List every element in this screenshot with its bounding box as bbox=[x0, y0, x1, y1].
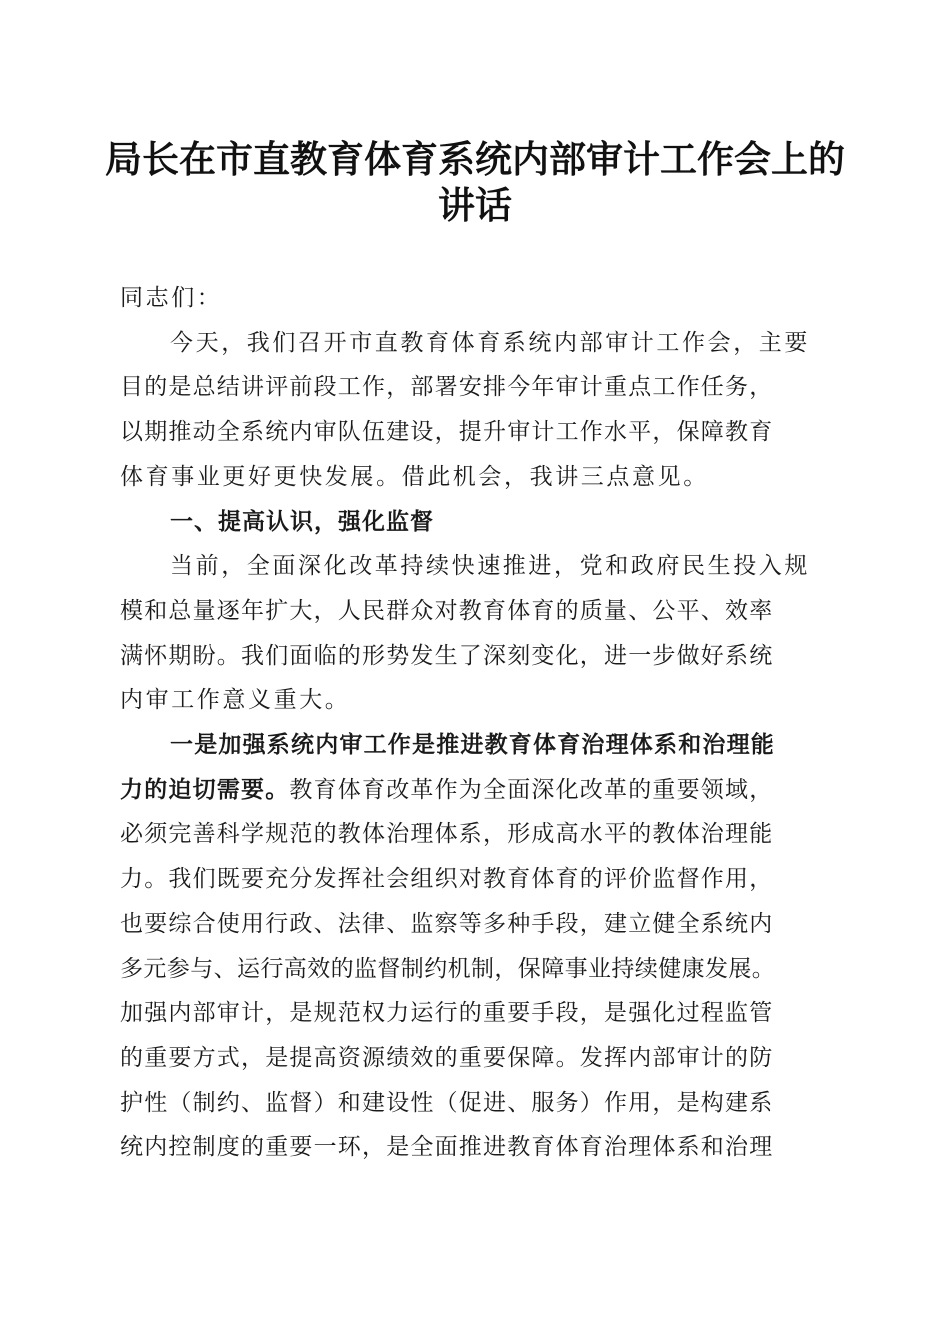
salutation: 同志们： bbox=[120, 285, 223, 311]
point-line: 多元参与、运行高效的监督制约机制，保障事业持续健康发展。 bbox=[120, 955, 776, 982]
point-line-rest: 教育体育改革作为全面深化改革的重要领域， bbox=[289, 776, 774, 803]
intro-line: 目的是总结讲评前段工作，部署安排今年审计重点工作任务， bbox=[120, 374, 774, 401]
point-heading-end: 力的迫切需要。 bbox=[120, 775, 290, 803]
intro-line: 以期推动全系统内审队伍建设，提升审计工作水平，保障教育 bbox=[120, 419, 774, 446]
section-line: 模和总量逐年扩大，人民群众对教育体育的质量、公平、效率 bbox=[120, 597, 774, 624]
point-line: 的重要方式，是提高资源绩效的重要保障。发挥内部审计的防 bbox=[120, 1044, 774, 1071]
point-line: 统内控制度的重要一环，是全面推进教育体育治理体系和治理 bbox=[120, 1134, 774, 1161]
section-line: 内审工作意义重大。 bbox=[120, 687, 351, 714]
point-line: 力。我们既要充分发挥社会组织对教育体育的评价监督作用， bbox=[120, 866, 774, 893]
intro-line: 今天，我们召开市直教育体育系统内部审计工作会，主要 bbox=[170, 329, 810, 356]
point-line: 也要综合使用行政、法律、监察等多种手段，建立健全系统内 bbox=[120, 910, 774, 937]
title-line-2: 讲话 bbox=[438, 183, 512, 227]
title-line-1: 局长在市直教育体育系统内部审计工作会上的 bbox=[105, 137, 845, 181]
section-line: 满怀期盼。我们面临的形势发生了深刻变化，进一步做好系统 bbox=[120, 642, 774, 669]
point-line: 加强内部审计，是规范权力运行的重要手段，是强化过程监管 bbox=[120, 1000, 774, 1027]
point-line bbox=[120, 768, 832, 813]
point-heading: 一是加强系统内审工作是推进教育体育治理体系和治理能 bbox=[170, 731, 775, 759]
document-body bbox=[120, 276, 832, 1170]
section-line: 当前，全面深化改革持续快速推进，党和政府民生投入规 bbox=[170, 553, 810, 580]
point-line: 必须完善科学规范的教体治理体系，形成高水平的教体治理能 bbox=[120, 821, 774, 848]
intro-line: 体育事业更好更快发展。借此机会，我讲三点意见。 bbox=[120, 463, 709, 490]
section-heading: 一、提高认识，强化监督 bbox=[170, 508, 434, 535]
document-title bbox=[100, 136, 850, 228]
point-line: 护性（制约、监督）和建设性（促进、服务）作用，是构建系 bbox=[120, 1089, 774, 1116]
